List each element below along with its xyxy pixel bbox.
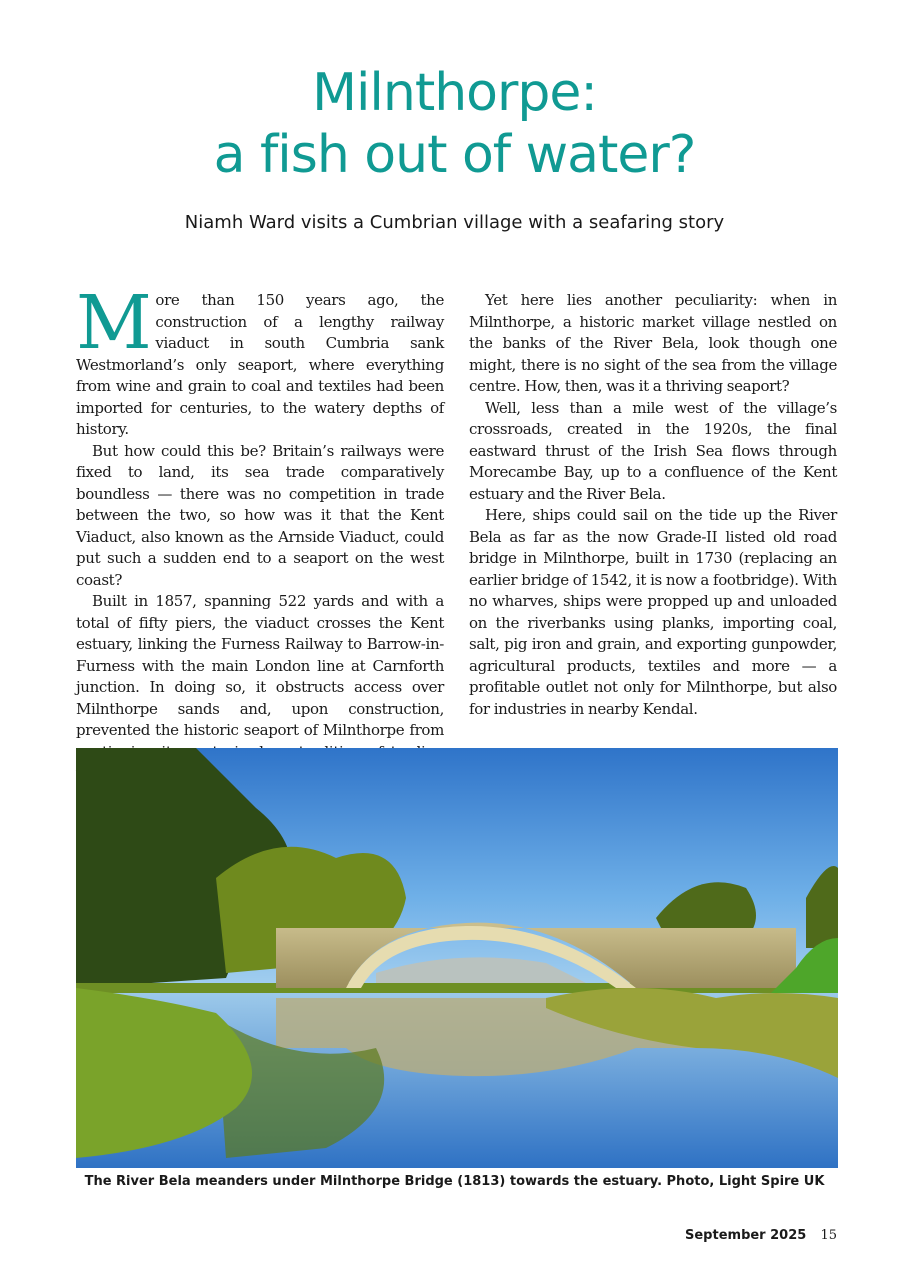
page-number: 15 <box>820 1228 837 1243</box>
article-subtitle: Niamh Ward visits a Cumbrian village with a seafaring story <box>184 212 725 233</box>
drop-cap: M <box>76 280 152 366</box>
bridge-illustration <box>76 748 838 1168</box>
bridge-photo <box>76 748 838 1168</box>
right-column <box>469 290 837 720</box>
article-title <box>0 62 909 186</box>
title-line-1: Milnthorpe: <box>312 63 597 123</box>
paragraph-1 <box>76 280 444 441</box>
paragraph-6: Here, ships could sail on the tide up the River Bela as far as the now Grade-II listed old road bridge in Milnthorpe, built in 1730 (replacing an earlier bridge of 1542, it is now a footbridge). With no wharves, ships were propped up and unloaded on the riverbanks using planks, importing coal, salt, pig iron and grain, and exporting gunpowder, agricultural products, textiles and more — a profitable outlet not only for Milnthorpe, but also for industries in nearby Kendal. <box>469 506 837 718</box>
paragraph-2: But how could this be? Britain’s railways were fixed to land, its sea trade comparatively boundless — there was no competition in trade between the two, so how was it that the Kent Viaduct, also known as the Arnside Viaduct, could put such a sudden end to a seaport on the west coast? <box>76 441 444 589</box>
photo-caption: The River Bela meanders under Milnthorpe Bridge (1813) towards the estuary. Photo, Light Spire UK <box>84 1174 825 1189</box>
issue-date: September 2025 <box>685 1228 807 1243</box>
paragraph-3: Built in 1857, spanning 522 yards and with a total of fifty piers, the viaduct crosses the Kent estuary, linking the Furness Railway to Barrow-in-Furness with the main London line at Carnforth junction. In doing so, it obstructs access over Milnthorpe sands and, upon construction, prevented the historic seaport of Milnthorpe from <box>76 592 444 739</box>
page-footer <box>685 1228 837 1243</box>
left-column <box>76 280 444 785</box>
paragraph-1-text: ore than 150 years ago, the construction of a lengthy railway viaduct in south Cumbria sank Westmorland’s only seaport, where everything from wine and grain to coal and textiles had been imported for centuries, to the watery depths of history. <box>76 291 444 438</box>
paragraph-4: Yet here lies another peculiarity: when in Milnthorpe, a historic market village nestled on the banks of the River Bela, look though one might, there is no sight of the sea from the village centre. How, then, was it a thriving seaport? <box>469 291 837 395</box>
paragraph-5: Well, less than a mile west of the village’s crossroads, created in the 1920s, the final eastward thrust of the Irish Sea flows through Morecambe Bay, up to a confluence of the Kent estuary and the River Bela. <box>469 398 837 503</box>
title-line-2: a fish out of water? <box>213 125 696 185</box>
